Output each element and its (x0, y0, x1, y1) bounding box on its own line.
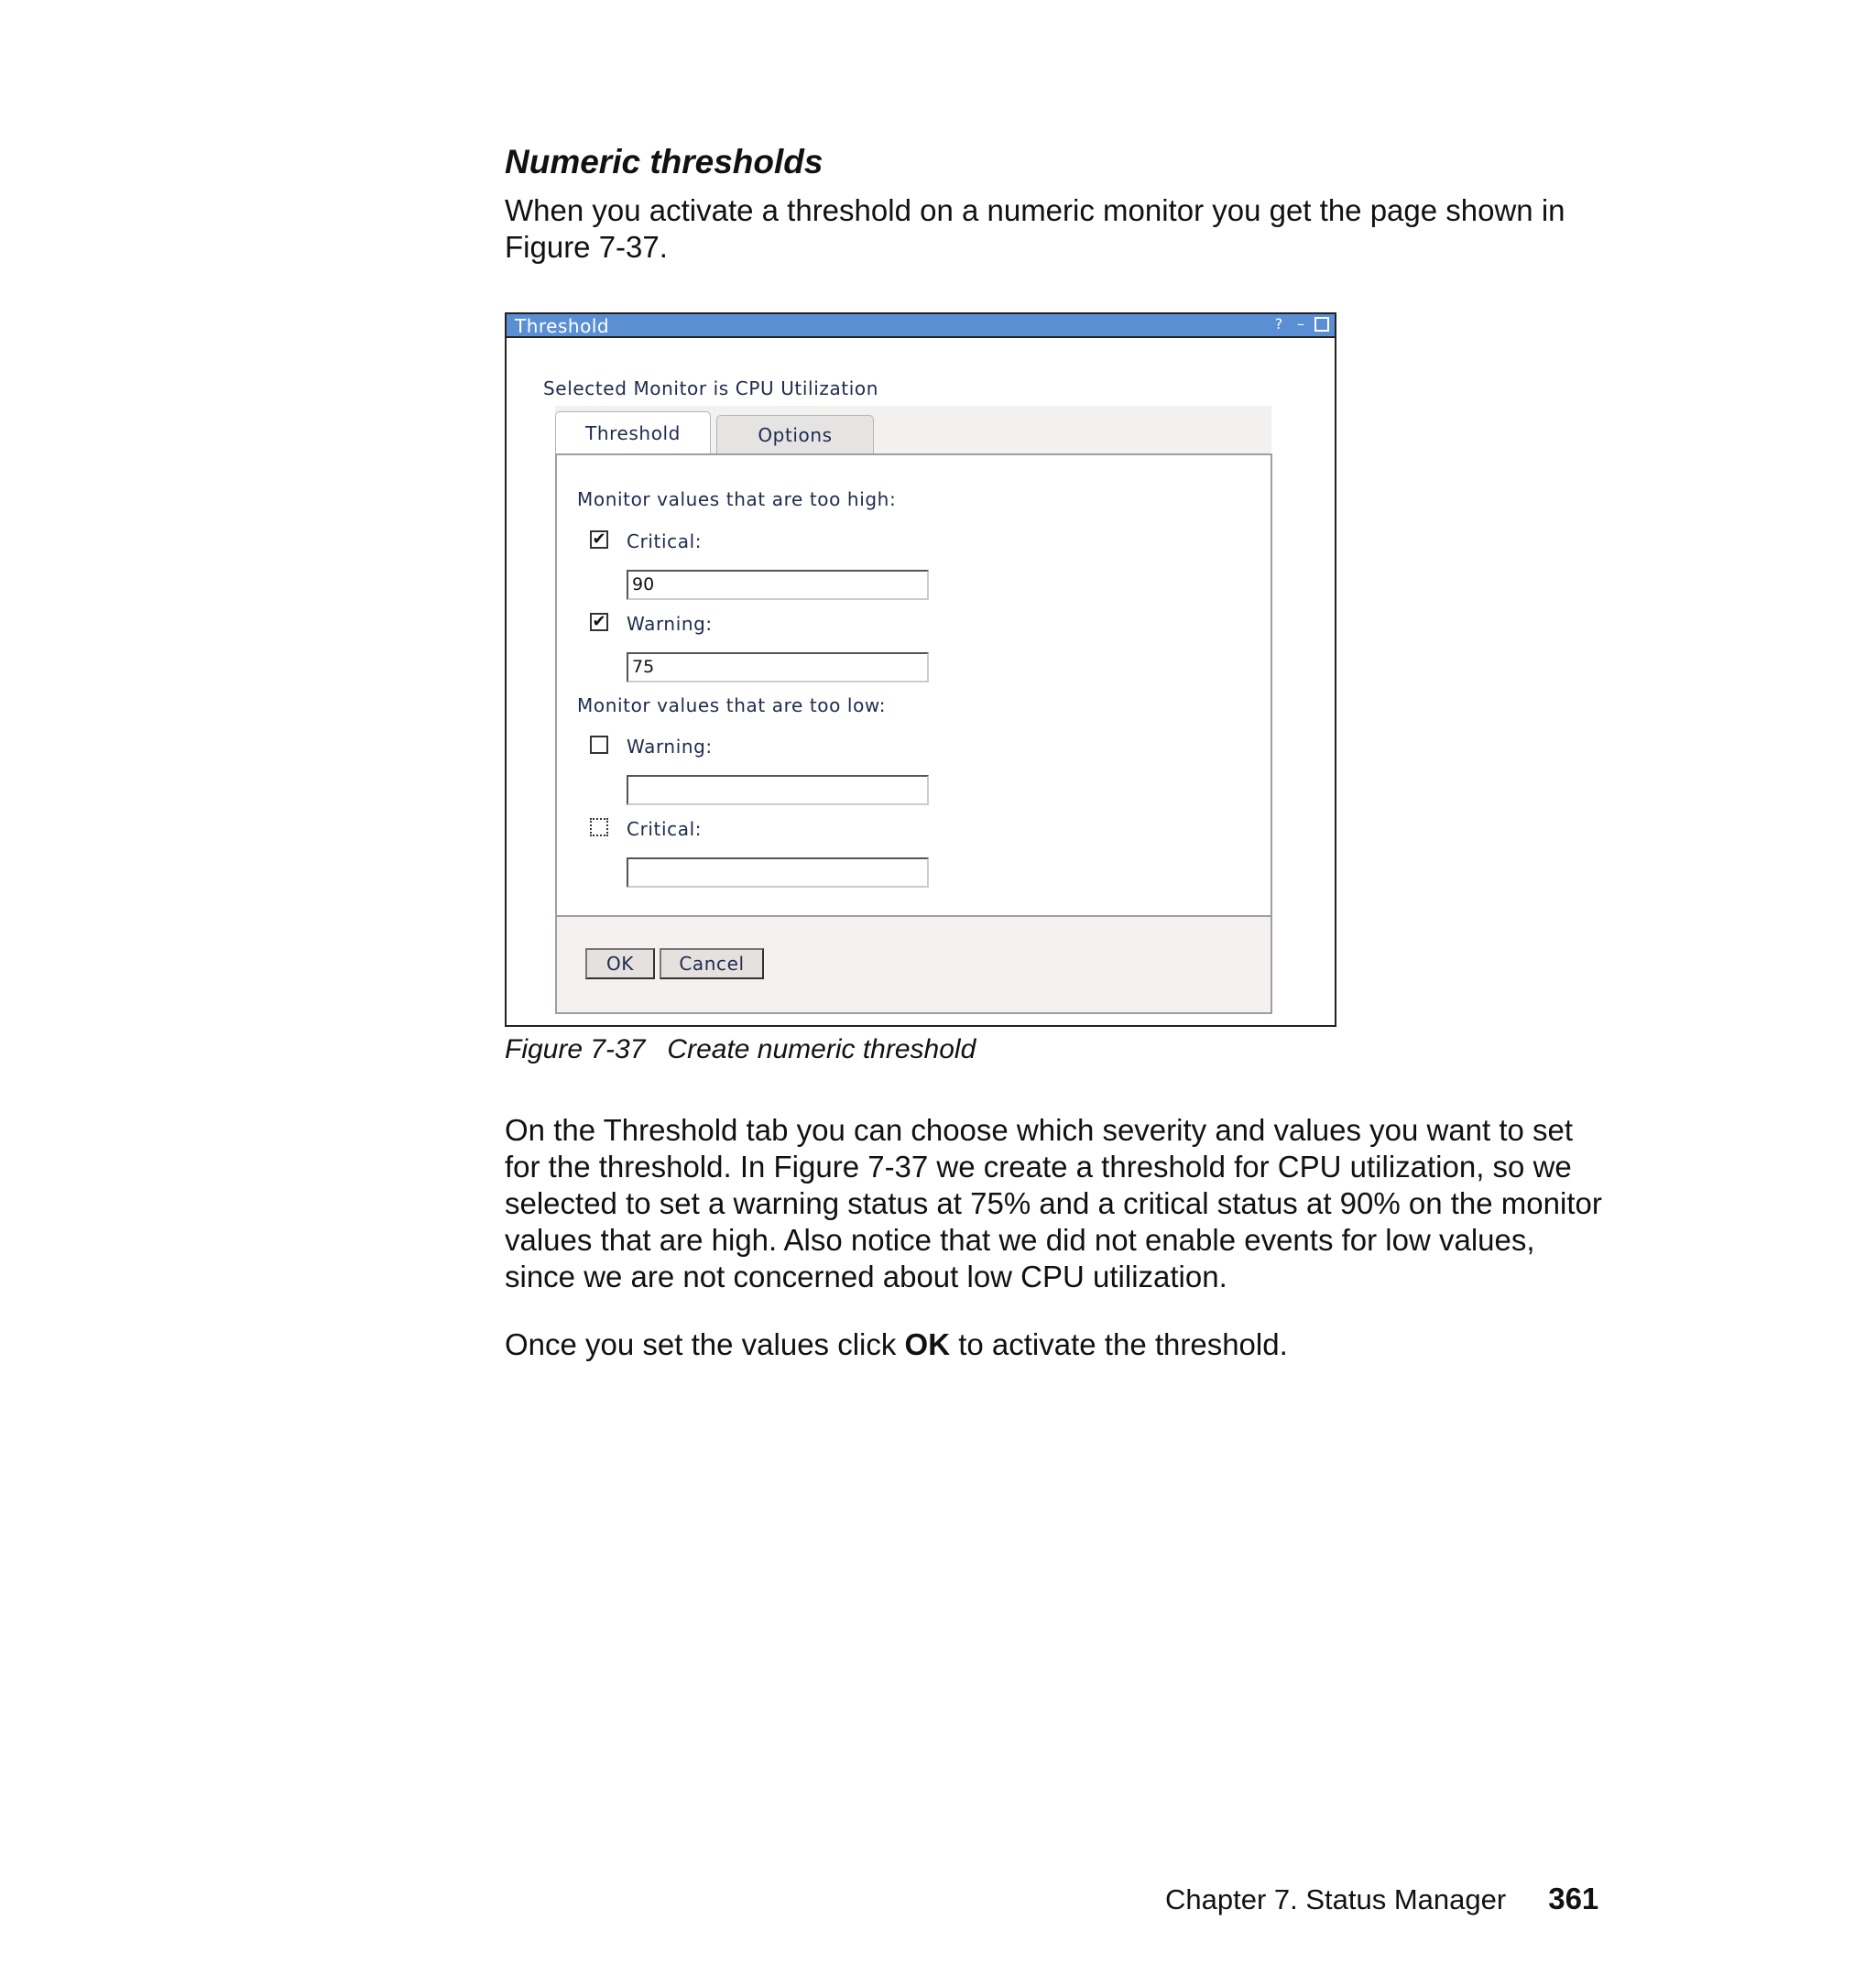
help-icon[interactable]: ? (1274, 315, 1283, 333)
figure-caption (505, 1034, 976, 1065)
ok-paragraph-before: Once you set the values click (505, 1327, 905, 1361)
minimize-icon[interactable]: – (1297, 315, 1304, 333)
high-section-label: Monitor values that are too high: (577, 488, 897, 510)
section-heading: Numeric thresholds (505, 143, 823, 180)
high-critical-checkbox[interactable]: ✔ (590, 530, 608, 549)
ok-button[interactable]: OK (585, 948, 655, 979)
ok-paragraph-bold: OK (904, 1327, 951, 1361)
dialog-titlebar (507, 314, 1335, 338)
tab-strip (555, 406, 1271, 455)
low-critical-label: Critical: (627, 818, 703, 840)
restore-icon[interactable] (1314, 317, 1329, 332)
high-warning-input[interactable]: 75 (627, 652, 929, 682)
dialog-button-bar (557, 915, 1271, 1012)
body-paragraph: On the Threshold tab you can choose which severity and values you want to set for the threshold. In Figure 7-37 we create a threshold for CPU utilization, so we selected to set a warning status at 75% and a critical status at 90% on the monitor values that are high. Also notice that we did not enable events for low values, since we are not concerned about low CPU utilization. (505, 1113, 1602, 1293)
high-warning-label: Warning: (627, 613, 713, 635)
cancel-button[interactable]: Cancel (660, 948, 764, 979)
threshold-panel (555, 453, 1272, 1014)
low-section-label: Monitor values that are too low: (577, 694, 887, 716)
low-warning-input[interactable] (627, 775, 929, 805)
high-critical-input[interactable]: 90 (627, 570, 929, 600)
low-warning-label: Warning: (627, 736, 713, 758)
ok-paragraph-after: to activate the threshold. (950, 1327, 1288, 1361)
page-footer (1165, 1882, 1598, 1916)
selected-monitor-label: Selected Monitor is CPU Utilization (543, 377, 879, 399)
figure-caption-label: Figure 7-37 (505, 1034, 646, 1064)
low-critical-input[interactable] (627, 857, 929, 888)
threshold-dialog (505, 312, 1336, 1027)
high-critical-label: Critical: (627, 530, 703, 552)
tab-threshold[interactable]: Threshold (555, 411, 711, 457)
low-warning-checkbox[interactable] (590, 736, 608, 754)
dialog-title: Threshold (515, 315, 610, 337)
tab-options[interactable]: Options (716, 415, 874, 453)
ok-paragraph (505, 1326, 1604, 1363)
footer-chapter: Chapter 7. Status Manager (1165, 1883, 1507, 1915)
low-critical-checkbox[interactable] (590, 818, 608, 836)
page-number: 361 (1548, 1882, 1599, 1915)
intro-paragraph: When you activate a threshold on a numeric monitor you get the page shown in Figure 7-37. (505, 193, 1565, 264)
figure-caption-text: Create numeric threshold (667, 1034, 976, 1064)
high-warning-checkbox[interactable]: ✔ (590, 613, 608, 631)
